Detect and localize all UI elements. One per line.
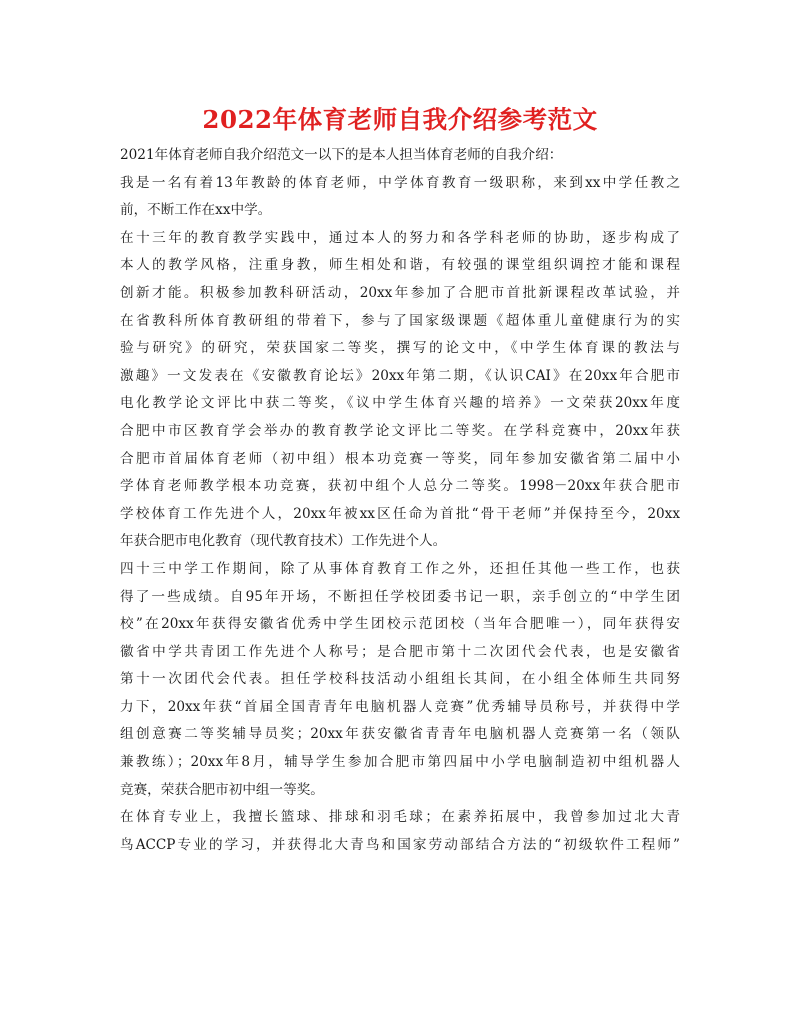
- text-line: 竞赛，荣获合肥市初中组一等奖。: [120, 781, 324, 798]
- text-line: 激趣》一文发表在《安徽教育论坛》20xx年第二期，《认识CAI》在20xx年合肥市: [120, 367, 680, 384]
- text-line: 在十三年的教育教学实践中，通过本人的努力和各学科老师的协助，逐步构成了: [120, 229, 680, 246]
- text-line: 组创意赛二等奖辅导员奖；20xx年获安徽省青青年电脑机器人竞赛第一名（领队: [120, 726, 680, 743]
- text-line: 合肥中市区教育学会举办的教育教学论文评比二等奖。在学科竞赛中，20xx年获: [120, 422, 680, 439]
- text-line: 合肥市首届体育老师（初中组）根本功竞赛一等奖，同年参加安徽省第二届中小: [120, 450, 680, 467]
- text-line: 电化教学论文评比中获二等奖，《议中学生体育兴趣的培养》一文荣获20xx年度: [120, 395, 680, 412]
- text-line: 学体育老师教学根本功竞赛，获初中组个人总分二等奖。1998－20xx年获合肥市: [120, 478, 680, 495]
- text-line: 鸟ACCP专业的学习，并获得北大青鸟和国家劳动部结合方法的“初级软件工程师”: [120, 836, 680, 853]
- text-line: 学校体育工作先进个人，20xx年被xx区任命为首批“骨干老师”并保持至今，20xx: [120, 505, 680, 522]
- document-title: 2022年体育老师自我介绍参考范文: [202, 105, 598, 134]
- text-line: 年获合肥市电化教育（现代教育技术）工作先进个人。: [120, 533, 447, 550]
- text-line: 我是一名有着13年教龄的体育老师，中学体育教育一级职称，来到xx中学任教之: [120, 174, 680, 191]
- text-line: 得了一些成绩。自95年开场，不断担任学校团委书记一职，亲手创立的“中学生团: [120, 588, 680, 605]
- document-body: [120, 142, 680, 859]
- text-line: 创新才能。积极参加教科研活动，20xx年参加了合肥市首批新课程改革试验，并: [120, 284, 680, 301]
- text-line: 在省教科所体育教研组的带着下，参与了国家级课题《超体重儿童健康行为的实: [120, 312, 680, 329]
- text-line: 本人的教学风格，注重身教，师生相处和谐，有较强的课堂组织调控才能和课程: [120, 257, 680, 274]
- text-line: 在体育专业上，我擅长篮球、排球和羽毛球；在素养拓展中，我曾参加过北大青: [120, 809, 680, 826]
- text-line: 四十三中学工作期间，除了从事体育教育工作之外，还担任其他一些工作，也获: [120, 560, 680, 577]
- text-line: 力下，20xx年获“首届全国青青年电脑机器人竞赛”优秀辅导员称号，并获得中学: [120, 698, 680, 715]
- text-line: 校”在20xx年获得安徽省优秀中学生团校示范团校（当年合肥唯一），同年获得安: [120, 616, 680, 633]
- text-line: 验与研究》的研究，荣获国家二等奖，撰写的论文中，《中学生体育课的教法与: [120, 340, 680, 357]
- text-line: 2021年体育老师自我介绍范文一以下的是本人担当体育老师的自我介绍：: [120, 147, 563, 163]
- text-line: 第十一次团代会代表。担任学校科技活动小组组长其间，在小组全体师生共同努: [120, 671, 680, 688]
- text-line: 兼教练）；20xx年8月，辅导学生参加合肥市第四届中小学电脑制造初中组机器人: [120, 754, 680, 771]
- text-line: 前，不断工作在xx中学。: [120, 202, 272, 219]
- text-line: 徽省中学共青团工作先进个人称号；是合肥市第十二次团代会代表，也是安徽省: [120, 643, 680, 660]
